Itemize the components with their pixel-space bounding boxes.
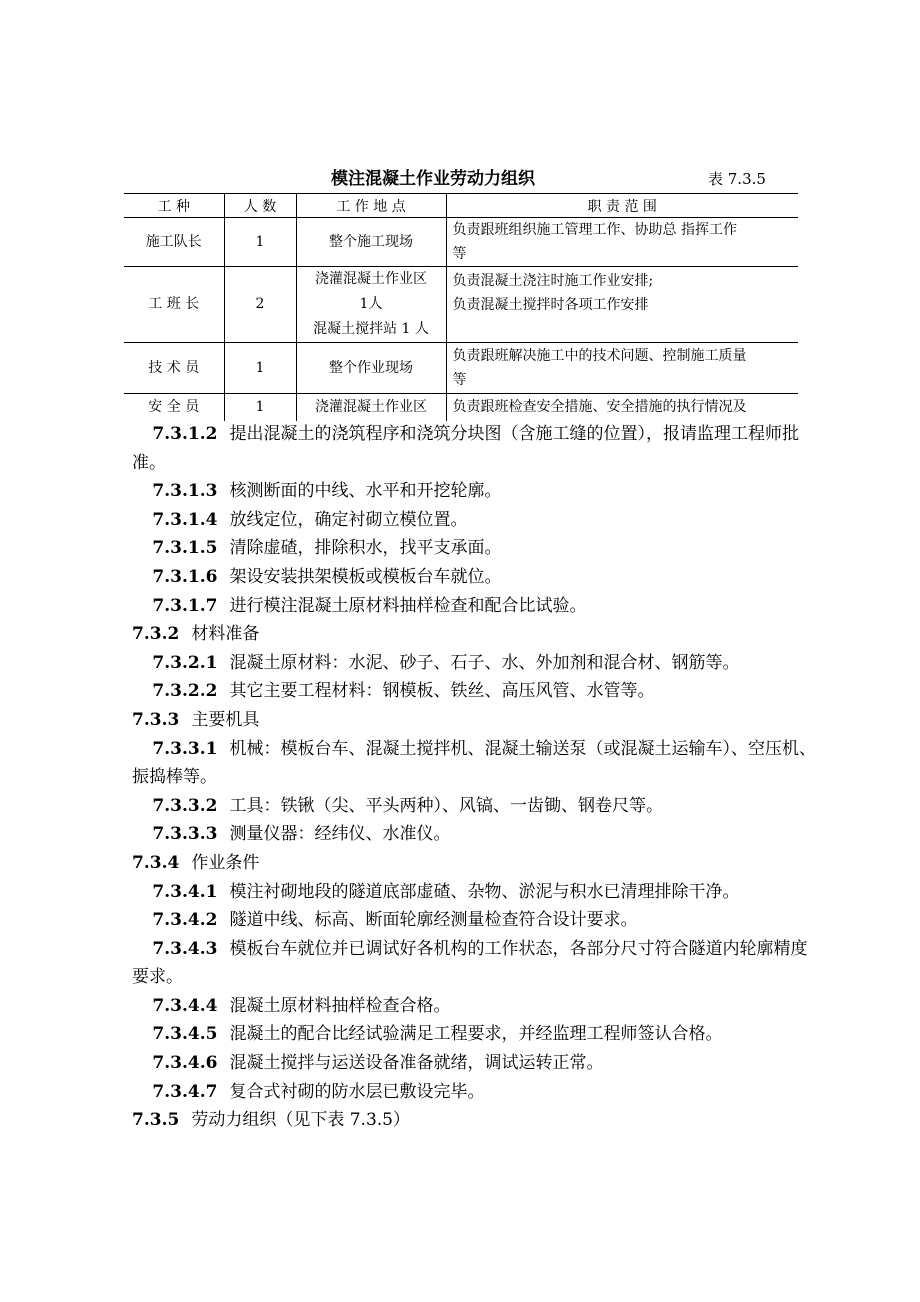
section-number: 7.3.1.4 <box>152 509 218 530</box>
paragraph-text: 隧道中线、标高、断面轮廓经测量检查符合设计要求。 <box>229 910 638 931</box>
paragraph <box>132 935 822 992</box>
paragraph-text: 放线定位，确定衬砌立模位置。 <box>229 509 468 530</box>
header-cell: 人 数 <box>224 194 296 218</box>
paragraph-text: 模板台车就位并已调试好各机构的工作状态，各部分尺寸符合隧道内轮廓精度要求。 <box>132 938 808 988</box>
duty-cell <box>446 218 798 267</box>
paragraph-text: 混凝土原材料抽样检查合格。 <box>229 995 451 1016</box>
location-cell <box>296 343 446 394</box>
section-heading <box>132 849 822 878</box>
table-caption <box>0 167 920 191</box>
paragraph-text: 模注衬砌地段的隧道底部虚碴、杂物、淤泥与积水已清理排除干净。 <box>229 881 740 902</box>
paragraph-text: 劳动力组织（见下表 7.3.5） <box>191 1110 410 1131</box>
section-heading <box>132 706 822 735</box>
paragraph-text: 其它主要工程材料：钢模板、铁丝、高压风管、水管等。 <box>229 681 655 702</box>
section-number: 7.3.4.5 <box>152 1024 218 1045</box>
paragraph <box>132 906 822 935</box>
section-number: 7.3.1.5 <box>152 538 218 559</box>
table-row <box>124 394 798 421</box>
paragraph-text: 架设安装拱架模板或模板台车就位。 <box>229 566 502 587</box>
paragraph-text: 混凝土原材料：水泥、砂子、石子、水、外加剂和混合材、钢筋等。 <box>229 652 740 673</box>
section-number: 7.3.4.2 <box>152 910 218 931</box>
section-heading <box>132 620 822 649</box>
document-body <box>132 420 822 1135</box>
duty-line: 负责跟班解决施工中的技术问题、控制施工质量 <box>452 348 747 364</box>
paragraph-text: 混凝土的配合比经试验满足工程要求，并经监理工程师签认合格。 <box>229 1024 723 1045</box>
section-number: 7.3.4.3 <box>152 938 218 959</box>
section-number: 7.3.4 <box>132 852 180 873</box>
header-cell: 职 责 范 围 <box>446 194 798 218</box>
paragraph <box>132 820 822 849</box>
section-number: 7.3.4.6 <box>152 1053 218 1074</box>
paragraph <box>132 534 822 563</box>
location-line: 浇灌混凝土作业区 <box>315 271 427 287</box>
location-line: 整个作业现场 <box>329 359 413 376</box>
section-number: 7.3.2.1 <box>152 652 218 673</box>
section-number: 7.3.2.2 <box>152 681 218 702</box>
role-cell: 安 全 员 <box>124 394 224 421</box>
table-row <box>124 267 798 343</box>
paragraph-text: 复合式衬砌的防水层已敷设完毕。 <box>229 1081 485 1102</box>
location-line: 整个施工现场 <box>329 233 413 250</box>
section-number: 7.3.1.3 <box>152 481 218 502</box>
section-number: 7.3.1.2 <box>152 424 218 444</box>
table-number: 表 7.3.5 <box>708 170 766 188</box>
paragraph-text: 测量仪器：经纬仪、水准仪。 <box>229 824 451 845</box>
paragraph-text: 进行模注混凝土原材料抽样检查和配合比试验。 <box>229 595 587 616</box>
duty-cell <box>446 394 798 421</box>
paragraph-text: 混凝土搅拌与运送设备准备就绪，调试运转正常。 <box>229 1053 604 1074</box>
location-cell <box>296 218 446 267</box>
paragraph-text: 工具：铁锹（尖、平头两种）、风镐、一齿锄、钢卷尺等。 <box>229 795 663 816</box>
duty-cell <box>446 267 798 343</box>
section-number: 7.3.3.1 <box>152 738 218 759</box>
paragraph <box>132 563 822 592</box>
role-cell: 工 班 长 <box>124 267 224 343</box>
paragraph-text: 清除虚碴，排除积水，找平支承面。 <box>229 538 502 559</box>
paragraph <box>132 1020 822 1049</box>
header-cell: 工 作 地 点 <box>296 194 446 218</box>
section-number: 7.3.3.3 <box>152 824 218 845</box>
section-number: 7.3.1.7 <box>152 595 218 616</box>
section-number: 7.3.2 <box>132 624 180 645</box>
paragraph <box>132 792 822 821</box>
duty-line: 负责混凝土浇注时施工作业安排; <box>452 273 654 289</box>
table-row <box>124 218 798 267</box>
paragraph <box>132 992 822 1021</box>
paragraph <box>132 735 822 792</box>
paragraph <box>132 1049 822 1078</box>
paragraph-text: 主要机具 <box>191 709 260 730</box>
count-cell: 1 <box>224 218 296 267</box>
section-number: 7.3.3.2 <box>152 795 218 816</box>
table-title: 模注混凝土作业劳动力组织 <box>331 169 535 189</box>
section-number: 7.3.4.4 <box>152 995 218 1016</box>
labor-table <box>124 193 798 421</box>
duty-line: 等 <box>452 246 467 262</box>
duty-line: 负责混凝土搅拌时各项工作安排 <box>452 297 649 313</box>
count-cell: 1 <box>224 394 296 421</box>
duty-line: 负责跟班检查安全措施、安全措施的执行情况及 <box>452 399 747 416</box>
location-line: 混凝土搅拌站 1 人 <box>313 321 429 337</box>
table-header-row <box>124 194 798 218</box>
count-cell: 2 <box>224 267 296 343</box>
section-number: 7.3.3 <box>132 709 180 730</box>
paragraph-text: 核测断面的中线、水平和开挖轮廓。 <box>229 481 502 502</box>
paragraph <box>132 477 822 506</box>
paragraph <box>132 420 822 477</box>
duty-cell <box>446 343 798 394</box>
table-row <box>124 343 798 394</box>
paragraph-text: 作业条件 <box>191 852 260 873</box>
section-heading <box>132 1106 822 1135</box>
paragraph <box>132 878 822 907</box>
location-line: 1人 <box>359 296 383 312</box>
count-cell: 1 <box>224 343 296 394</box>
duty-line: 负责跟班组织施工管理工作、协助总 指挥工作 <box>452 222 737 238</box>
paragraph <box>132 649 822 678</box>
section-number: 7.3.5 <box>132 1110 180 1131</box>
paragraph <box>132 592 822 621</box>
location-line: 浇灌混凝土作业区 <box>315 398 427 415</box>
role-cell: 技 术 员 <box>124 343 224 394</box>
paragraph <box>132 677 822 706</box>
paragraph-text: 提出混凝土的浇筑程序和浇筑分块图（含施工缝的位置），报请监理工程师批准。 <box>132 424 799 473</box>
paragraph <box>132 506 822 535</box>
paragraph-text: 材料准备 <box>191 624 260 645</box>
duty-line: 等 <box>452 372 467 388</box>
paragraph-text: 机械：模板台车、混凝土搅拌机、混凝土输送泵（或混凝土运输车）、空压机、振捣棒等。 <box>132 738 816 788</box>
location-cell <box>296 267 446 343</box>
section-number: 7.3.1.6 <box>152 566 218 587</box>
section-number: 7.3.4.1 <box>152 881 218 902</box>
paragraph <box>132 1078 822 1107</box>
section-number: 7.3.4.7 <box>152 1081 218 1102</box>
location-cell <box>296 394 446 421</box>
role-cell: 施工队长 <box>124 218 224 267</box>
header-cell: 工 种 <box>124 194 224 218</box>
